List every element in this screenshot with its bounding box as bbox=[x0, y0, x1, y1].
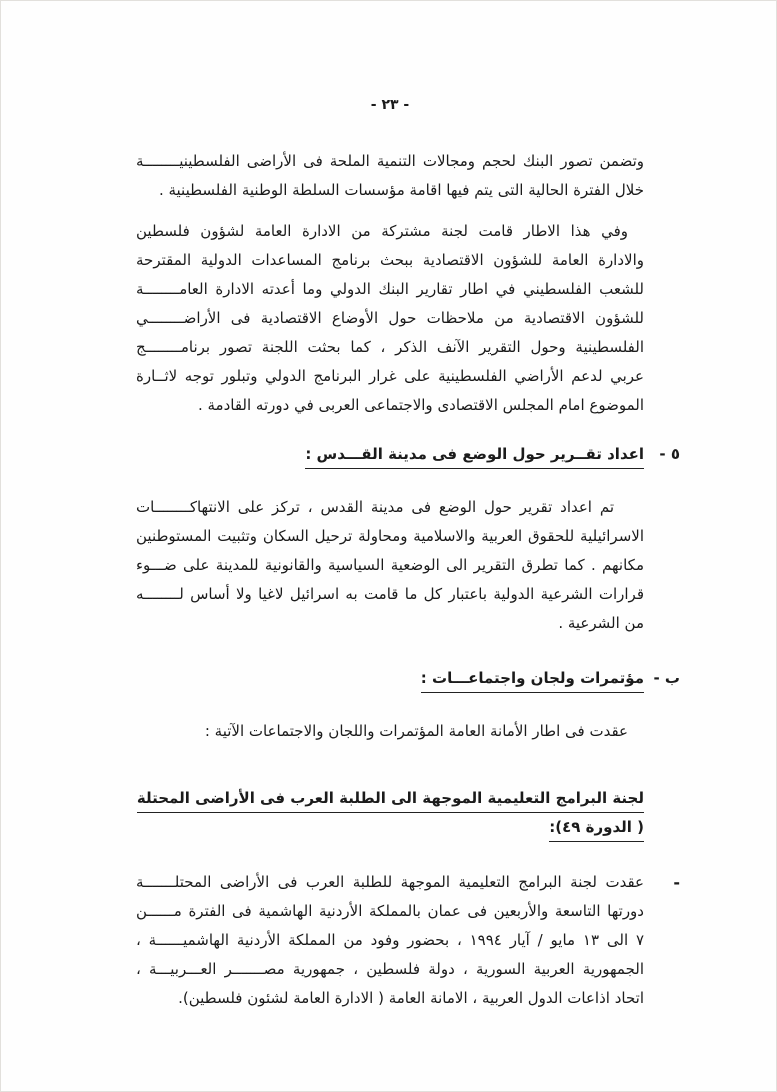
section-number: ٥ - bbox=[659, 445, 680, 463]
text-line: الجمهورية العربية السورية ، دولة فلسطين ، جمهورية مصـــــــر العـــربيـــة ، bbox=[136, 960, 644, 978]
section-letter: ب - bbox=[653, 669, 680, 687]
text-line: خلال الفترة الحالية التى يتم فيها اقامة مؤسسات السلطة الوطنية الفلسطينية . bbox=[158, 181, 644, 199]
text-line: مكانهم . كما تطرق التقرير الى الوضعية السياسية والقانونية للمدينة على ضـــوء bbox=[136, 556, 644, 574]
text-line: وتضمن تصور البنك لحجم ومجالات التنمية الملحة فى الأراضى الفلسطينيــــــــة bbox=[136, 152, 644, 170]
section-heading-title: مؤتمرات ولجان واجتماعـــات : bbox=[421, 669, 644, 693]
paragraph-jerusalem-report bbox=[136, 493, 644, 638]
text-line: وفي هذا الاطار قامت لجنة مشتركة من الادارة العامة لشؤون فلسطين bbox=[136, 222, 628, 240]
text-line: عقدت فى اطار الأمانة العامة المؤتمرات واللجان والاجتماعات الآتية : bbox=[204, 722, 628, 740]
text-line: تم اعداد تقرير حول الوضع فى مدينة القدس ، تركز على الانتهاكــــــــات bbox=[136, 498, 614, 516]
section-heading-title: لجنة البرامج التعليمية الموجهة الى الطلبة العرب فى الأراضى المحتلة ( الدورة ٤٩): bbox=[137, 789, 644, 842]
section-heading-conferences bbox=[136, 664, 680, 693]
text-line: الاسرائيلية للحقوق العربية والاسلامية ومحاولة ترحيل السكان وتثبيت المستوطنين bbox=[136, 527, 644, 545]
paragraph-joint-committee bbox=[136, 217, 644, 420]
page-number: - ٢٣ - bbox=[370, 97, 410, 113]
section-heading-jerusalem-report bbox=[136, 440, 680, 469]
text-line: ٧ الى ١٣ مايو / آيار ١٩٩٤ ، بحضور وفود من المملكة الأردنية الهاشميــــــة ، bbox=[136, 931, 645, 949]
text-line: للشؤون الاقتصادية من ملاحظات حول الأوضاع الاقتصادية فى الأراضــــــــي bbox=[136, 309, 644, 327]
heading-education-committee bbox=[136, 784, 644, 842]
text-line: اتحاد اذاعات الدول العربية ، الامانة العامة ( الادارة العامة لشئون فلسطين). bbox=[178, 989, 644, 1007]
text-line: والادارة العامة للشؤون الاقتصادية ببحث برنامج المساعدات الدولية المقترحة bbox=[136, 251, 644, 269]
text-line: عقدت لجنة البرامج التعليمية الموجهة للطلبة العرب فى الأراضى المحتلـــــــة bbox=[136, 873, 644, 891]
text-line: من الشرعية . bbox=[558, 614, 644, 632]
text-line: الموضوع امام المجلس الاقتصادى والاجتماعى العربى في دورته القادمة . bbox=[197, 396, 644, 414]
section-heading-title: اعداد تقــرير حول الوضع فى مدينة القـــدس : bbox=[305, 445, 644, 469]
text-line: دورتها التاسعة والأربعين فى عمان بالمملكة الأردنية الهاشمية فى الفترة مــــــن bbox=[136, 902, 644, 920]
paragraph-meetings-intro bbox=[136, 717, 644, 746]
text-line: قرارات الشرعية الدولية باعتبار كل ما قامت به اسرائيل لاغيا ولا أساس لــــــــه bbox=[136, 585, 644, 603]
paragraph-education-committee-session bbox=[136, 868, 680, 1013]
paragraph-bank-vision bbox=[136, 147, 644, 205]
list-item-body bbox=[136, 868, 644, 1013]
text-line: عربي لدعم الأراضي الفلسطينية على غرار البرنامج الدولي وتبلور توجه لاثــارة bbox=[136, 367, 644, 385]
text-line: الفلسطينية وحول التقرير الآنف الذكر ، كما بحثت اللجنة تصور برنامــــــــج bbox=[136, 338, 644, 356]
list-dash: - bbox=[673, 873, 680, 892]
text-line: للشعب الفلسطيني في اطار تقارير البنك الدولي وما أعدته الادارة العامــــــــة bbox=[136, 280, 644, 298]
